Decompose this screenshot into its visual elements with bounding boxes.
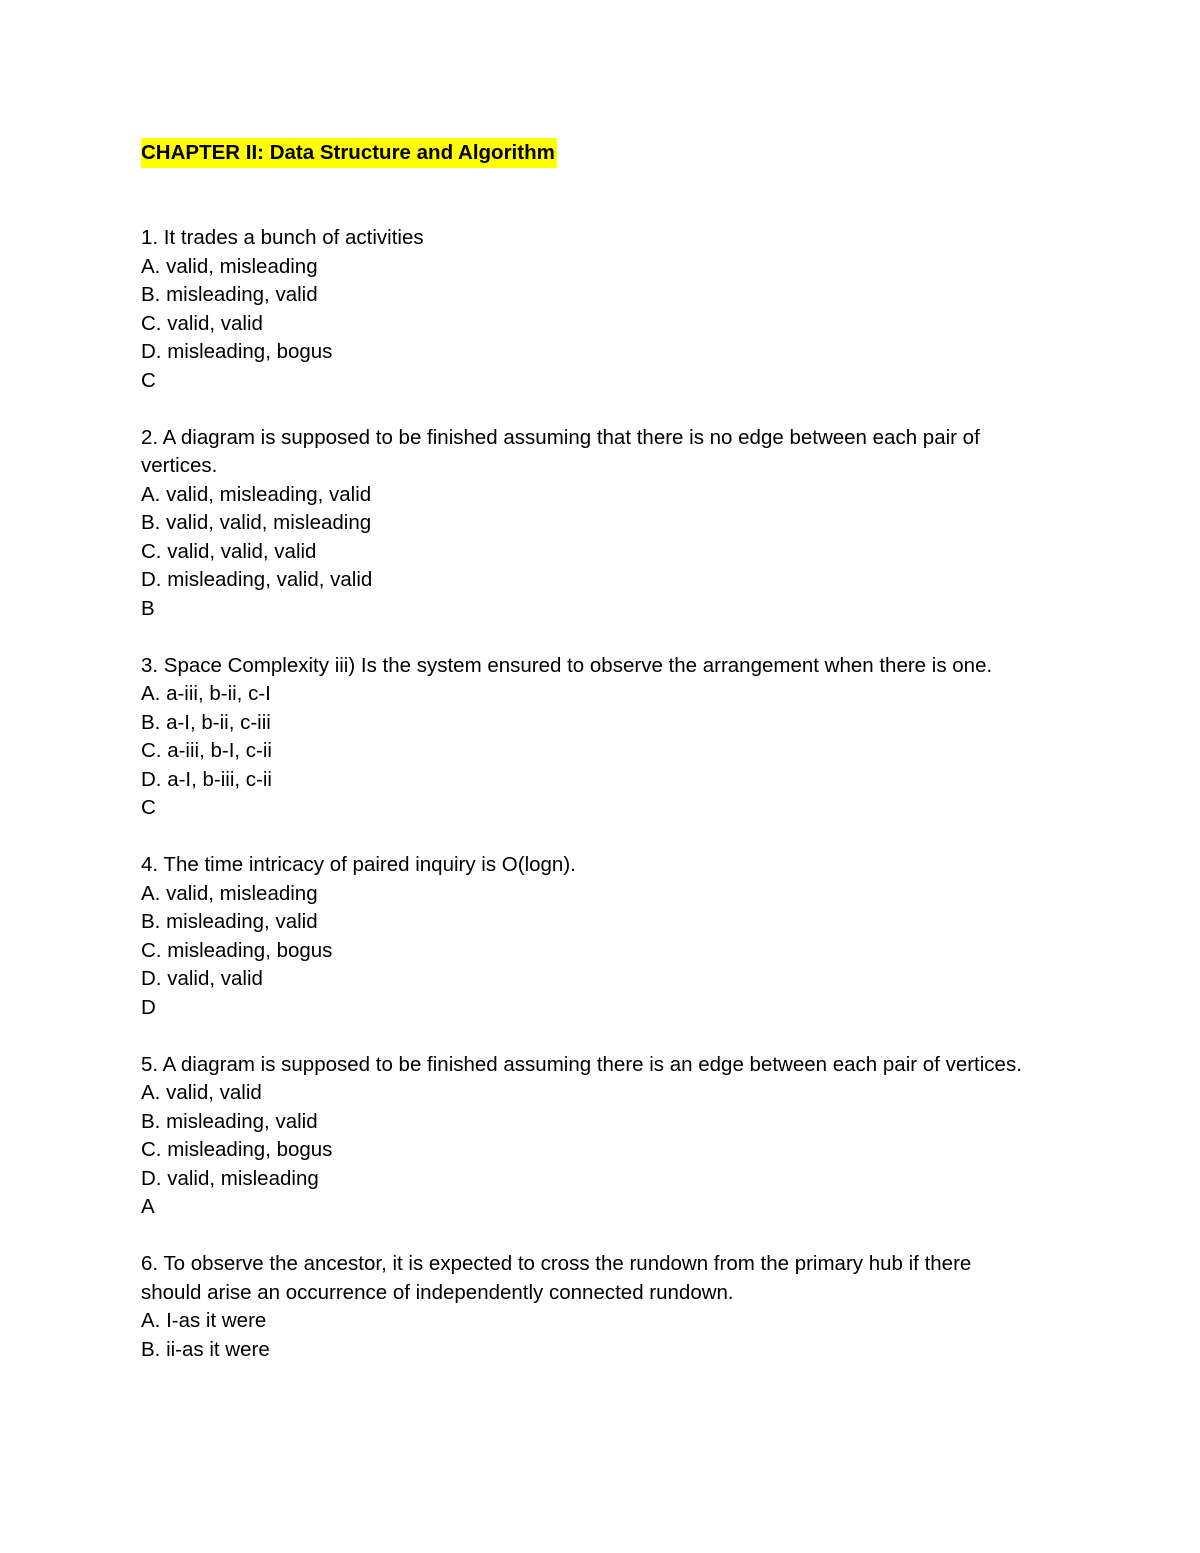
question-1 — [141, 224, 1041, 395]
question-text: 3. Space Complexity iii) Is the system ensured to observe the arrangement when there is one. — [141, 653, 993, 677]
answer: D — [141, 995, 156, 1019]
option-a: A. valid, valid — [141, 1081, 262, 1104]
question-4 — [141, 851, 1041, 1022]
option-b: B. misleading, valid — [141, 910, 318, 933]
option-b: B. misleading, valid — [141, 283, 318, 306]
option-d: D. misleading, bogus — [141, 340, 333, 363]
answer: C — [141, 368, 156, 392]
option-b: B. a-I, b-ii, c-iii — [141, 710, 271, 734]
question-text: 4. The time intricacy of paired inquiry is O(logn). — [141, 853, 576, 876]
option-a: A. I-as it were — [141, 1309, 267, 1332]
question-6 — [141, 1250, 1041, 1364]
question-text: 6. To observe the ancestor, it is expected to cross the rundown from the primary hub if there should arise an occurrence of independently connected rundown. — [141, 1252, 978, 1304]
option-d: D. valid, valid — [141, 967, 263, 990]
option-d: D. valid, misleading — [141, 1166, 319, 1190]
option-b: B. misleading, valid — [141, 1109, 318, 1133]
option-c: C. valid, valid — [141, 311, 263, 335]
option-a: A. valid, misleading, valid — [141, 482, 372, 506]
question-3 — [141, 652, 1041, 823]
option-a: A. valid, misleading — [141, 254, 318, 278]
option-c: C. misleading, bogus — [141, 938, 333, 962]
question-2 — [141, 424, 1041, 624]
option-c: C. misleading, bogus — [141, 1138, 333, 1161]
title-spacer — [141, 168, 1041, 224]
option-b: B. valid, valid, misleading — [141, 511, 372, 534]
chapter-title: CHAPTER II: Data Structure and Algorithm — [141, 138, 557, 168]
question-text: 2. A diagram is supposed to be finished assuming that there is no edge between each pair of vertices. — [141, 425, 986, 477]
option-b: B. ii-as it were — [141, 1337, 270, 1361]
option-d: D. a-I, b-iii, c-ii — [141, 767, 272, 791]
question-5 — [141, 1051, 1041, 1222]
answer: A — [141, 1195, 155, 1218]
question-text: 1. It trades a bunch of activities — [141, 226, 424, 249]
option-a: A. a-iii, b-ii, c-I — [141, 682, 271, 705]
answer: B — [141, 596, 155, 620]
option-a: A. valid, misleading — [141, 881, 318, 905]
option-d: D. misleading, valid, valid — [141, 568, 373, 591]
option-c: C. valid, valid, valid — [141, 539, 317, 563]
answer: C — [141, 796, 156, 819]
option-c: C. a-iii, b-I, c-ii — [141, 739, 272, 762]
document-page — [141, 138, 1041, 1393]
question-text: 5. A diagram is supposed to be finished assuming there is an edge between each pair of vertices. — [141, 1052, 1022, 1076]
